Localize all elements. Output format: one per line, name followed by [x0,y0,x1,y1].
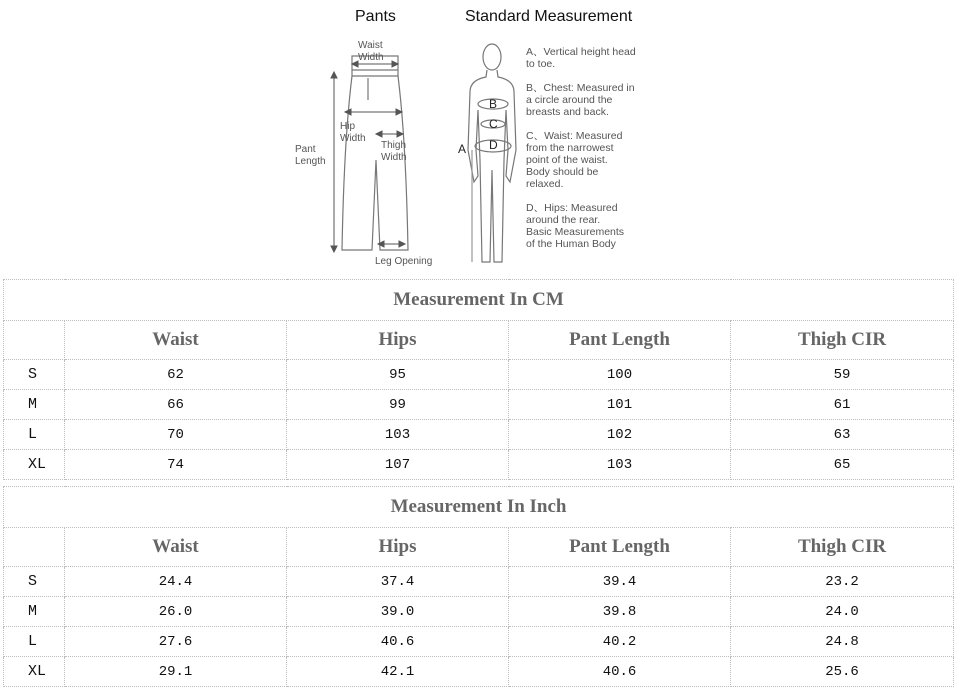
column-header-thigh-cir: Thigh CIR [731,321,954,360]
table-cell: 70 [65,420,287,450]
marker-a: A [458,142,467,156]
table-title: Measurement In Inch [4,487,954,528]
column-header-hips: Hips [287,321,509,360]
table-cell: 66 [65,390,287,420]
column-header-thigh-cir: Thigh CIR [731,528,954,567]
header-corner [4,528,65,567]
size-label: M [4,597,65,627]
table-cell: 39.0 [287,597,509,627]
table-row [4,360,954,390]
description-b: B、Chest: Measured in a circle around the breasts and back. [526,82,635,118]
column-header-pant-length: Pant Length [509,528,731,567]
column-header-hips: Hips [287,528,509,567]
thigh-width-label: Thigh Width [381,140,407,163]
table-cell: 24.8 [731,627,954,657]
pant-length-label: Pant Length [295,144,326,167]
column-header-waist: Waist [65,528,287,567]
table-header-row [4,528,954,567]
table-row [4,567,954,597]
size-label: M [4,390,65,420]
table-header-row [4,321,954,360]
column-header-waist: Waist [65,321,287,360]
table-cell: 95 [287,360,509,390]
table-cell: 24.0 [731,597,954,627]
table-cell: 24.4 [65,567,287,597]
table-cell: 63 [731,420,954,450]
table-row [4,657,954,687]
table-cell: 103 [509,450,731,480]
table-cell: 39.4 [509,567,731,597]
size-label: L [4,627,65,657]
table-title: Measurement In CM [4,280,954,321]
table-cell: 37.4 [287,567,509,597]
table-cell: 107 [287,450,509,480]
table-cell: 25.6 [731,657,954,687]
table-row [4,597,954,627]
table-cell: 65 [731,450,954,480]
table-cell: 61 [731,390,954,420]
table-row [4,420,954,450]
table-cell: 26.0 [65,597,287,627]
table-cell: 29.1 [65,657,287,687]
measurement-table-inch [3,486,954,687]
marker-b: B [489,97,498,111]
size-label: S [4,567,65,597]
table-title-row [4,487,954,528]
measurement-table-cm [3,279,954,480]
marker-d: D [489,138,498,152]
table-cell: 74 [65,450,287,480]
table-row [4,390,954,420]
table-cell: 40.6 [287,627,509,657]
table-cell: 42.1 [287,657,509,687]
table-cell: 101 [509,390,731,420]
table-cell: 59 [731,360,954,390]
table-cell: 40.6 [509,657,731,687]
pants-title: Pants [355,8,396,25]
size-label: L [4,420,65,450]
table-cell: 100 [509,360,731,390]
size-label: XL [4,450,65,480]
column-header-pant-length: Pant Length [509,321,731,360]
measurement-illustration [0,0,972,278]
table-cell: 39.8 [509,597,731,627]
standard-measurement-title: Standard Measurement [465,8,633,25]
marker-c: C [489,117,498,131]
description-d: D、Hips: Measured around the rear. Basic Measurements of the Human Body [526,202,625,250]
hip-width-label: Hip Width [340,121,366,144]
header-corner [4,321,65,360]
description-a: A、Vertical height head to toe. [526,46,636,70]
table-cell: 62 [65,360,287,390]
description-c: C、Waist: Measured from the narrowest point of the waist. Body should be relaxed. [526,130,623,190]
table-cell: 27.6 [65,627,287,657]
table-row [4,450,954,480]
table-cell: 103 [287,420,509,450]
table-cell: 99 [287,390,509,420]
table-cell: 23.2 [731,567,954,597]
table-cell: 40.2 [509,627,731,657]
leg-opening-label: Leg Opening [375,256,433,267]
waist-width-label: Waist Width [358,40,384,63]
table-cell: 102 [509,420,731,450]
size-label: XL [4,657,65,687]
table-title-row [4,280,954,321]
size-label: S [4,360,65,390]
table-row [4,627,954,657]
body-drawing [468,44,516,262]
